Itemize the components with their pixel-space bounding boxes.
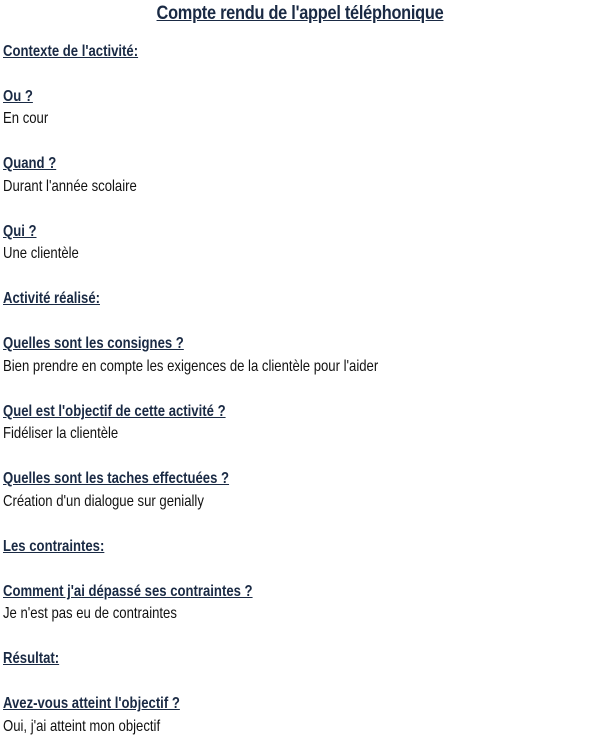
answer-objectif: Fidéliser la clientèle bbox=[3, 425, 119, 442]
question-consignes: Quelles sont les consignes ? bbox=[3, 335, 184, 352]
question-objectif-atteint: Avez-vous atteint l'objectif ? bbox=[3, 695, 180, 712]
answer-ou: En cour bbox=[3, 110, 49, 127]
question-qui: Qui ? bbox=[3, 223, 37, 240]
question-ou: Ou ? bbox=[3, 88, 33, 105]
answer-quand: Durant l'année scolaire bbox=[3, 178, 137, 195]
question-objectif: Quel est l'objectif de cette activité ? bbox=[3, 403, 226, 420]
section-heading-contraintes: Les contraintes: bbox=[3, 538, 105, 555]
answer-consignes: Bien prendre en compte les exigences de la clientèle pour l'aider bbox=[3, 358, 379, 375]
question-quand: Quand ? bbox=[3, 155, 57, 172]
question-contraintes: Comment j'ai dépassé ses contraintes ? bbox=[3, 583, 253, 600]
question-taches: Quelles sont les taches effectuées ? bbox=[3, 470, 230, 487]
section-heading-contexte: Contexte de l'activité: bbox=[3, 43, 139, 60]
answer-contraintes: Je n'est pas eu de contraintes bbox=[3, 605, 177, 622]
document-title: Compte rendu de l'appel téléphonique bbox=[156, 3, 444, 24]
section-heading-activite: Activité réalisé: bbox=[3, 290, 100, 307]
answer-qui: Une clientèle bbox=[3, 245, 79, 262]
answer-taches: Création d'un dialogue sur genially bbox=[3, 493, 204, 510]
section-heading-resultat: Résultat: bbox=[3, 650, 60, 667]
answer-objectif-atteint: Oui, j'ai atteint mon objectif bbox=[3, 718, 161, 735]
